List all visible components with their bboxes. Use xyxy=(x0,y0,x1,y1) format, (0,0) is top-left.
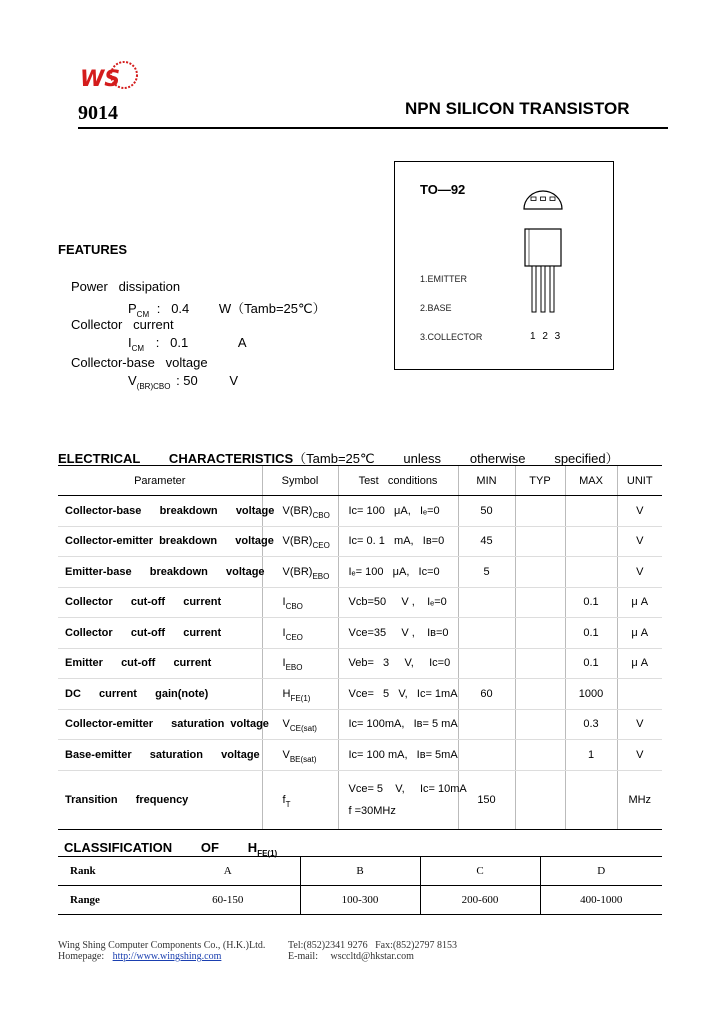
param-cell: Collector cut-off current xyxy=(58,587,262,618)
footer-tel-fax: Tel:(852)2341 9276 Fax:(852)2797 8153 xyxy=(288,940,458,951)
col-symbol: Symbol xyxy=(262,466,338,496)
classification-heading xyxy=(64,840,278,858)
power-label: Power dissipation xyxy=(71,279,181,294)
condition-cell xyxy=(338,557,458,588)
footer-email xyxy=(288,951,414,962)
pcm-value: : 0.4 xyxy=(156,301,190,316)
cb-voltage-label: Collector-base voltage xyxy=(71,355,208,370)
symbol-sub: T xyxy=(285,799,291,809)
company-logo xyxy=(78,58,140,102)
cond-text: Iₑ= 100 μA, Ic=0 xyxy=(348,565,440,578)
footer-company: Wing Shing Computer Components Co., (H.K.)Ltd. xyxy=(58,940,266,951)
unit-cell: V xyxy=(617,526,662,557)
symbol-cell xyxy=(262,648,338,679)
symbol-main: V(BR) xyxy=(282,504,313,517)
classification-heading-text: CLASSIFICATION OF H xyxy=(64,840,258,855)
max-cell: 0.1 xyxy=(565,618,617,649)
typ-cell xyxy=(515,587,565,618)
symbol-main: I xyxy=(282,596,286,609)
cond-text: Ic= 100 mA, Iʙ= 5mA xyxy=(348,748,458,761)
min-cell: 60 xyxy=(458,679,515,710)
collector-label: Collector current xyxy=(71,317,174,332)
logo-text: WS xyxy=(80,67,121,92)
col-unit: UNIT xyxy=(617,466,662,496)
icm-symbol: I xyxy=(128,335,132,350)
max-cell: 1 xyxy=(565,740,617,771)
pcm-row xyxy=(128,298,326,317)
symbol-main: I xyxy=(282,626,286,639)
typ-cell xyxy=(515,526,565,557)
table-row xyxy=(58,740,662,771)
pin-1-label: 1.EMITTER xyxy=(420,274,468,284)
param-cell: Base-emitter saturation voltage xyxy=(58,740,262,771)
pin-2-label: 2.BASE xyxy=(420,303,452,313)
min-cell xyxy=(458,740,515,771)
col-typ: TYP xyxy=(515,466,565,496)
range-cell: 100-300 xyxy=(300,886,420,915)
table-row xyxy=(58,648,662,679)
typ-cell xyxy=(515,648,565,679)
vbr-symbol: V xyxy=(128,373,137,388)
electrical-heading-cond: （Tamb=25℃ unless otherwise specified） xyxy=(293,451,619,466)
param-cell: Emitter cut-off current xyxy=(58,648,262,679)
max-cell: 0.1 xyxy=(565,587,617,618)
cond-text: Vce= 5 V, Ic= 1mA xyxy=(348,687,458,700)
symbol-sub: CEO xyxy=(285,632,303,642)
range-label: Range xyxy=(58,886,156,915)
vbr-sub: (BR)CBO xyxy=(136,382,171,391)
unit-cell: V xyxy=(617,709,662,740)
max-cell: 1000 xyxy=(565,679,617,710)
symbol-main: I xyxy=(282,657,286,670)
typ-cell xyxy=(515,557,565,588)
pin-3-label: 3.COLLECTOR xyxy=(420,332,483,342)
table-row xyxy=(58,587,662,618)
min-cell: 50 xyxy=(458,496,515,527)
cond-line-2: f =30MHz xyxy=(348,804,396,817)
table-header-row xyxy=(58,466,662,496)
symbol-sub: CBO xyxy=(285,602,303,612)
symbol-sub: CE(sat) xyxy=(289,724,317,734)
table-row xyxy=(58,709,662,740)
symbol-cell xyxy=(262,679,338,710)
symbol-sub: EBO xyxy=(285,663,303,673)
cond-text: Veb= 3 V, Ic=0 xyxy=(348,657,451,670)
pcm-unit: W（Tamb=25℃） xyxy=(218,301,326,316)
unit-cell: V xyxy=(617,740,662,771)
condition-cell xyxy=(338,740,458,771)
min-cell xyxy=(458,709,515,740)
symbol-main: V(BR) xyxy=(282,565,313,578)
symbol-sub: CBO xyxy=(312,510,330,520)
param-cell: Collector cut-off current xyxy=(58,618,262,649)
icm-row xyxy=(128,335,247,353)
email-link[interactable]: wsccltd@hkstar.com xyxy=(330,951,414,962)
cond-line-1: Vce= 5 V, Ic= 10mA xyxy=(348,782,467,795)
range-row xyxy=(58,886,662,915)
table-row xyxy=(58,679,662,710)
condition-cell xyxy=(338,679,458,710)
typ-cell xyxy=(515,770,565,829)
icm-value: : 0.1 xyxy=(155,335,189,350)
unit-cell: MHz xyxy=(617,770,662,829)
cond-text: Vce=35 V , Iʙ=0 xyxy=(348,626,449,639)
param-cell: Collector-emitter saturation voltage xyxy=(58,709,262,740)
min-cell: 5 xyxy=(458,557,515,588)
footer-homepage xyxy=(58,951,221,962)
condition-cell xyxy=(338,526,458,557)
param-cell: Transition frequency xyxy=(58,770,262,829)
typ-cell xyxy=(515,740,565,771)
symbol-sub: FE(1) xyxy=(290,693,311,703)
param-cell: Emitter-base breakdown voltage xyxy=(58,557,262,588)
cond-text: Ic= 100 μA, Iₑ=0 xyxy=(348,504,440,517)
unit-cell: μ A xyxy=(617,587,662,618)
to92-package-drawing xyxy=(518,183,568,323)
cond-text: Ic= 100mA, Iʙ= 5 mA xyxy=(348,718,458,731)
part-number: 9014 xyxy=(78,102,118,124)
classification-heading-sub: FE(1) xyxy=(257,849,278,858)
range-cell: 400-1000 xyxy=(540,886,662,915)
electrical-table xyxy=(58,465,662,830)
unit-cell: V xyxy=(617,557,662,588)
table-row xyxy=(58,770,662,829)
symbol-cell xyxy=(262,557,338,588)
pcm-sub: CM xyxy=(136,310,150,319)
rank-cell: D xyxy=(540,857,662,886)
symbol-cell xyxy=(262,587,338,618)
min-cell xyxy=(458,648,515,679)
vbr-value: : 50 xyxy=(176,373,198,388)
typ-cell xyxy=(515,679,565,710)
max-cell xyxy=(565,496,617,527)
symbol-sub: CEO xyxy=(312,541,330,551)
param-cell: DC current gain(note) xyxy=(58,679,262,710)
condition-cell xyxy=(338,618,458,649)
table-row xyxy=(58,618,662,649)
typ-cell xyxy=(515,709,565,740)
electrical-heading-text: ELECTRICAL CHARACTERISTICS xyxy=(58,451,294,466)
symbol-cell xyxy=(262,740,338,771)
min-cell: 150 xyxy=(458,770,515,829)
unit-cell: μ A xyxy=(617,618,662,649)
symbol-sub: EBO xyxy=(312,571,330,581)
cond-text: Ic= 0. 1 mA, Iʙ=0 xyxy=(348,535,445,548)
symbol-main: V xyxy=(282,748,290,761)
symbol-main: V(BR) xyxy=(282,535,313,548)
table-row xyxy=(58,557,662,588)
classification-table xyxy=(58,856,662,915)
footer-homepage-label: Homepage: xyxy=(58,951,105,962)
icm-unit: A xyxy=(237,335,247,350)
condition-cell xyxy=(338,770,467,829)
unit-cell xyxy=(617,679,662,710)
pcm-symbol: P xyxy=(128,301,137,316)
condition-cell xyxy=(338,648,458,679)
condition-cell xyxy=(338,496,458,527)
symbol-main: f xyxy=(282,793,286,806)
min-cell xyxy=(458,618,515,649)
max-cell xyxy=(565,770,617,829)
rank-cell: C xyxy=(420,857,540,886)
col-parameter: Parameter xyxy=(58,466,262,496)
range-cell: 60-150 xyxy=(156,886,300,915)
max-cell: 0.1 xyxy=(565,648,617,679)
vbr-row xyxy=(128,373,239,391)
rank-label: Rank xyxy=(58,857,156,886)
min-cell xyxy=(458,587,515,618)
col-max: MAX xyxy=(565,466,617,496)
col-test-conditions: Test conditions xyxy=(338,466,458,496)
unit-cell: V xyxy=(617,496,662,527)
table-row xyxy=(58,496,662,527)
rank-row xyxy=(58,857,662,886)
symbol-cell xyxy=(262,770,338,829)
max-cell: 0.3 xyxy=(565,709,617,740)
header-divider xyxy=(78,127,668,129)
symbol-cell xyxy=(262,709,338,740)
max-cell xyxy=(565,557,617,588)
vbr-unit: V xyxy=(229,373,239,388)
max-cell xyxy=(565,526,617,557)
condition-cell xyxy=(338,709,458,740)
package-name: TO—92 xyxy=(420,182,466,197)
symbol-cell xyxy=(262,618,338,649)
features-heading: FEATURES xyxy=(58,242,128,257)
min-cell: 45 xyxy=(458,526,515,557)
footer-email-label: E-mail: xyxy=(288,951,318,962)
homepage-link[interactable]: http://www.wingshing.com xyxy=(112,951,222,962)
symbol-main: H xyxy=(282,687,291,700)
rank-cell: A xyxy=(156,857,300,886)
icm-sub: CM xyxy=(131,344,145,353)
condition-cell xyxy=(338,587,458,618)
unit-cell: μ A xyxy=(617,648,662,679)
rank-cell: B xyxy=(300,857,420,886)
range-cell: 200-600 xyxy=(420,886,540,915)
table-row xyxy=(58,526,662,557)
typ-cell xyxy=(515,496,565,527)
cond-text: Vcb=50 V , Iₑ=0 xyxy=(348,596,447,609)
typ-cell xyxy=(515,618,565,649)
col-min: MIN xyxy=(458,466,515,496)
pin-numbers: 1 2 3 xyxy=(530,331,561,342)
symbol-sub: BE(sat) xyxy=(289,754,317,764)
page-title: NPN SILICON TRANSISTOR xyxy=(405,99,630,118)
param-cell: Collector-emitter breakdown voltage xyxy=(58,526,262,557)
symbol-main: V xyxy=(282,718,290,731)
param-cell: Collector-base breakdown voltage xyxy=(58,496,262,527)
